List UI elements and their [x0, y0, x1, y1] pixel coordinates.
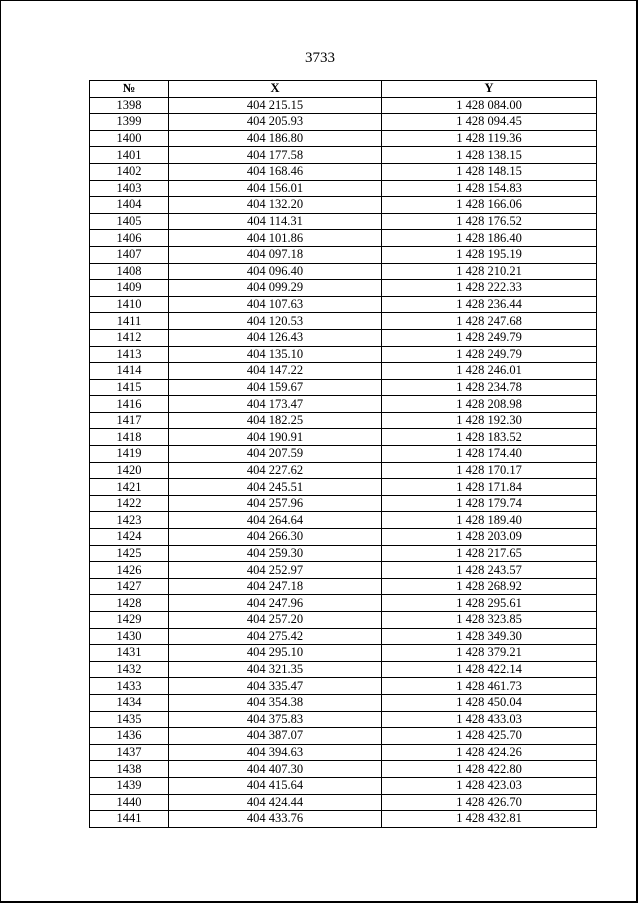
x-coordinate-cell: 404 205.93	[169, 114, 382, 131]
column-header-y: Y	[382, 81, 597, 98]
point-number-cell: 1425	[90, 545, 169, 562]
point-number-cell: 1437	[90, 744, 169, 761]
point-number-cell: 1410	[90, 296, 169, 313]
y-coordinate-cell: 1 428 246.01	[382, 363, 597, 380]
x-coordinate-cell: 404 132.20	[169, 197, 382, 214]
table-row	[90, 761, 597, 778]
point-number-cell: 1407	[90, 246, 169, 263]
y-coordinate-cell: 1 428 171.84	[382, 479, 597, 496]
table-row	[90, 296, 597, 313]
y-coordinate-cell: 1 428 183.52	[382, 429, 597, 446]
table-row	[90, 612, 597, 629]
point-number-cell: 1439	[90, 777, 169, 794]
point-number-cell: 1422	[90, 495, 169, 512]
x-coordinate-cell: 404 264.64	[169, 512, 382, 529]
table-row	[90, 446, 597, 463]
table-row	[90, 545, 597, 562]
table-row	[90, 595, 597, 612]
y-coordinate-cell: 1 428 154.83	[382, 180, 597, 197]
table-row	[90, 147, 597, 164]
y-coordinate-cell: 1 428 433.03	[382, 711, 597, 728]
point-number-cell: 1413	[90, 346, 169, 363]
table-body	[90, 97, 597, 827]
point-number-cell: 1414	[90, 363, 169, 380]
table-row	[90, 363, 597, 380]
x-coordinate-cell: 404 415.64	[169, 777, 382, 794]
point-number-cell: 1415	[90, 379, 169, 396]
y-coordinate-cell: 1 428 432.81	[382, 811, 597, 828]
table-row	[90, 97, 597, 114]
x-coordinate-cell: 404 375.83	[169, 711, 382, 728]
table-header-row	[90, 81, 597, 98]
y-coordinate-cell: 1 428 094.45	[382, 114, 597, 131]
y-coordinate-cell: 1 428 236.44	[382, 296, 597, 313]
y-coordinate-cell: 1 428 192.30	[382, 412, 597, 429]
x-coordinate-cell: 404 433.76	[169, 811, 382, 828]
y-coordinate-cell: 1 428 166.06	[382, 197, 597, 214]
table-row	[90, 197, 597, 214]
table-row	[90, 313, 597, 330]
point-number-cell: 1435	[90, 711, 169, 728]
point-number-cell: 1400	[90, 130, 169, 147]
point-number-cell: 1398	[90, 97, 169, 114]
y-coordinate-cell: 1 428 119.36	[382, 130, 597, 147]
y-coordinate-cell: 1 428 174.40	[382, 446, 597, 463]
table-row	[90, 479, 597, 496]
table-row	[90, 811, 597, 828]
y-coordinate-cell: 1 428 217.65	[382, 545, 597, 562]
y-coordinate-cell: 1 428 210.21	[382, 263, 597, 280]
point-number-cell: 1405	[90, 213, 169, 230]
table-row	[90, 562, 597, 579]
y-coordinate-cell: 1 428 422.14	[382, 661, 597, 678]
x-coordinate-cell: 404 257.96	[169, 495, 382, 512]
table-row	[90, 412, 597, 429]
point-number-cell: 1441	[90, 811, 169, 828]
x-coordinate-cell: 404 252.97	[169, 562, 382, 579]
x-coordinate-cell: 404 227.62	[169, 462, 382, 479]
point-number-cell: 1428	[90, 595, 169, 612]
point-number-cell: 1403	[90, 180, 169, 197]
column-header-number: №	[90, 81, 169, 98]
point-number-cell: 1418	[90, 429, 169, 446]
x-coordinate-cell: 404 354.38	[169, 694, 382, 711]
x-coordinate-cell: 404 156.01	[169, 180, 382, 197]
table-row	[90, 578, 597, 595]
table-row	[90, 346, 597, 363]
point-number-cell: 1421	[90, 479, 169, 496]
x-coordinate-cell: 404 295.10	[169, 645, 382, 662]
table-row	[90, 180, 597, 197]
y-coordinate-cell: 1 428 186.40	[382, 230, 597, 247]
y-coordinate-cell: 1 428 195.19	[382, 246, 597, 263]
x-coordinate-cell: 404 424.44	[169, 794, 382, 811]
x-coordinate-cell: 404 135.10	[169, 346, 382, 363]
table-row	[90, 163, 597, 180]
point-number-cell: 1419	[90, 446, 169, 463]
x-coordinate-cell: 404 407.30	[169, 761, 382, 778]
y-coordinate-cell: 1 428 461.73	[382, 678, 597, 695]
point-number-cell: 1420	[90, 462, 169, 479]
x-coordinate-cell: 404 173.47	[169, 396, 382, 413]
x-coordinate-cell: 404 335.47	[169, 678, 382, 695]
x-coordinate-cell: 404 387.07	[169, 728, 382, 745]
y-coordinate-cell: 1 428 203.09	[382, 529, 597, 546]
point-number-cell: 1404	[90, 197, 169, 214]
table-row	[90, 529, 597, 546]
table-row	[90, 246, 597, 263]
x-coordinate-cell: 404 097.18	[169, 246, 382, 263]
y-coordinate-cell: 1 428 450.04	[382, 694, 597, 711]
y-coordinate-cell: 1 428 323.85	[382, 612, 597, 629]
table-row	[90, 645, 597, 662]
x-coordinate-cell: 404 177.58	[169, 147, 382, 164]
point-number-cell: 1426	[90, 562, 169, 579]
table-row	[90, 130, 597, 147]
y-coordinate-cell: 1 428 295.61	[382, 595, 597, 612]
y-coordinate-cell: 1 428 424.26	[382, 744, 597, 761]
table-row	[90, 661, 597, 678]
point-number-cell: 1408	[90, 263, 169, 280]
x-coordinate-cell: 404 266.30	[169, 529, 382, 546]
table-row	[90, 280, 597, 297]
point-number-cell: 1436	[90, 728, 169, 745]
x-coordinate-cell: 404 259.30	[169, 545, 382, 562]
x-coordinate-cell: 404 207.59	[169, 446, 382, 463]
table-row	[90, 396, 597, 413]
table-row	[90, 329, 597, 346]
table-row	[90, 495, 597, 512]
y-coordinate-cell: 1 428 222.33	[382, 280, 597, 297]
point-number-cell: 1401	[90, 147, 169, 164]
page-number: 3733	[305, 50, 335, 66]
y-coordinate-cell: 1 428 148.15	[382, 163, 597, 180]
point-number-cell: 1416	[90, 396, 169, 413]
table-row	[90, 794, 597, 811]
y-coordinate-cell: 1 428 176.52	[382, 213, 597, 230]
point-number-cell: 1411	[90, 313, 169, 330]
x-coordinate-cell: 404 107.63	[169, 296, 382, 313]
x-coordinate-cell: 404 099.29	[169, 280, 382, 297]
table-row	[90, 429, 597, 446]
point-number-cell: 1427	[90, 578, 169, 595]
point-number-cell: 1429	[90, 612, 169, 629]
x-coordinate-cell: 404 321.35	[169, 661, 382, 678]
x-coordinate-cell: 404 168.46	[169, 163, 382, 180]
point-number-cell: 1431	[90, 645, 169, 662]
y-coordinate-cell: 1 428 422.80	[382, 761, 597, 778]
x-coordinate-cell: 404 159.67	[169, 379, 382, 396]
y-coordinate-cell: 1 428 138.15	[382, 147, 597, 164]
x-coordinate-cell: 404 215.15	[169, 97, 382, 114]
point-number-cell: 1409	[90, 280, 169, 297]
y-coordinate-cell: 1 428 423.03	[382, 777, 597, 794]
point-number-cell: 1438	[90, 761, 169, 778]
y-coordinate-cell: 1 428 425.70	[382, 728, 597, 745]
table-row	[90, 628, 597, 645]
point-number-cell: 1433	[90, 678, 169, 695]
x-coordinate-cell: 404 275.42	[169, 628, 382, 645]
y-coordinate-cell: 1 428 243.57	[382, 562, 597, 579]
table-row	[90, 728, 597, 745]
point-number-cell: 1399	[90, 114, 169, 131]
point-number-cell: 1434	[90, 694, 169, 711]
point-number-cell: 1412	[90, 329, 169, 346]
y-coordinate-cell: 1 428 170.17	[382, 462, 597, 479]
y-coordinate-cell: 1 428 379.21	[382, 645, 597, 662]
point-number-cell: 1432	[90, 661, 169, 678]
table-row	[90, 777, 597, 794]
point-number-cell: 1402	[90, 163, 169, 180]
y-coordinate-cell: 1 428 268.92	[382, 578, 597, 595]
y-coordinate-cell: 1 428 208.98	[382, 396, 597, 413]
table-row	[90, 230, 597, 247]
y-coordinate-cell: 1 428 234.78	[382, 379, 597, 396]
table-row	[90, 263, 597, 280]
point-number-cell: 1440	[90, 794, 169, 811]
table-row	[90, 114, 597, 131]
y-coordinate-cell: 1 428 349.30	[382, 628, 597, 645]
y-coordinate-cell: 1 428 189.40	[382, 512, 597, 529]
x-coordinate-cell: 404 186.80	[169, 130, 382, 147]
y-coordinate-cell: 1 428 249.79	[382, 346, 597, 363]
coordinates-table	[89, 80, 597, 828]
x-coordinate-cell: 404 101.86	[169, 230, 382, 247]
y-coordinate-cell: 1 428 247.68	[382, 313, 597, 330]
x-coordinate-cell: 404 247.18	[169, 578, 382, 595]
x-coordinate-cell: 404 394.63	[169, 744, 382, 761]
point-number-cell: 1417	[90, 412, 169, 429]
x-coordinate-cell: 404 245.51	[169, 479, 382, 496]
point-number-cell: 1424	[90, 529, 169, 546]
table-row	[90, 694, 597, 711]
x-coordinate-cell: 404 096.40	[169, 263, 382, 280]
point-number-cell: 1406	[90, 230, 169, 247]
table-row	[90, 678, 597, 695]
x-coordinate-cell: 404 182.25	[169, 412, 382, 429]
x-coordinate-cell: 404 126.43	[169, 329, 382, 346]
table-row	[90, 512, 597, 529]
x-coordinate-cell: 404 190.91	[169, 429, 382, 446]
point-number-cell: 1423	[90, 512, 169, 529]
column-header-x: X	[169, 81, 382, 98]
table-row	[90, 744, 597, 761]
x-coordinate-cell: 404 247.96	[169, 595, 382, 612]
x-coordinate-cell: 404 147.22	[169, 363, 382, 380]
x-coordinate-cell: 404 120.53	[169, 313, 382, 330]
x-coordinate-cell: 404 114.31	[169, 213, 382, 230]
table-row	[90, 379, 597, 396]
y-coordinate-cell: 1 428 426.70	[382, 794, 597, 811]
table-row	[90, 462, 597, 479]
table-row	[90, 213, 597, 230]
y-coordinate-cell: 1 428 084.00	[382, 97, 597, 114]
x-coordinate-cell: 404 257.20	[169, 612, 382, 629]
y-coordinate-cell: 1 428 249.79	[382, 329, 597, 346]
y-coordinate-cell: 1 428 179.74	[382, 495, 597, 512]
point-number-cell: 1430	[90, 628, 169, 645]
table-row	[90, 711, 597, 728]
